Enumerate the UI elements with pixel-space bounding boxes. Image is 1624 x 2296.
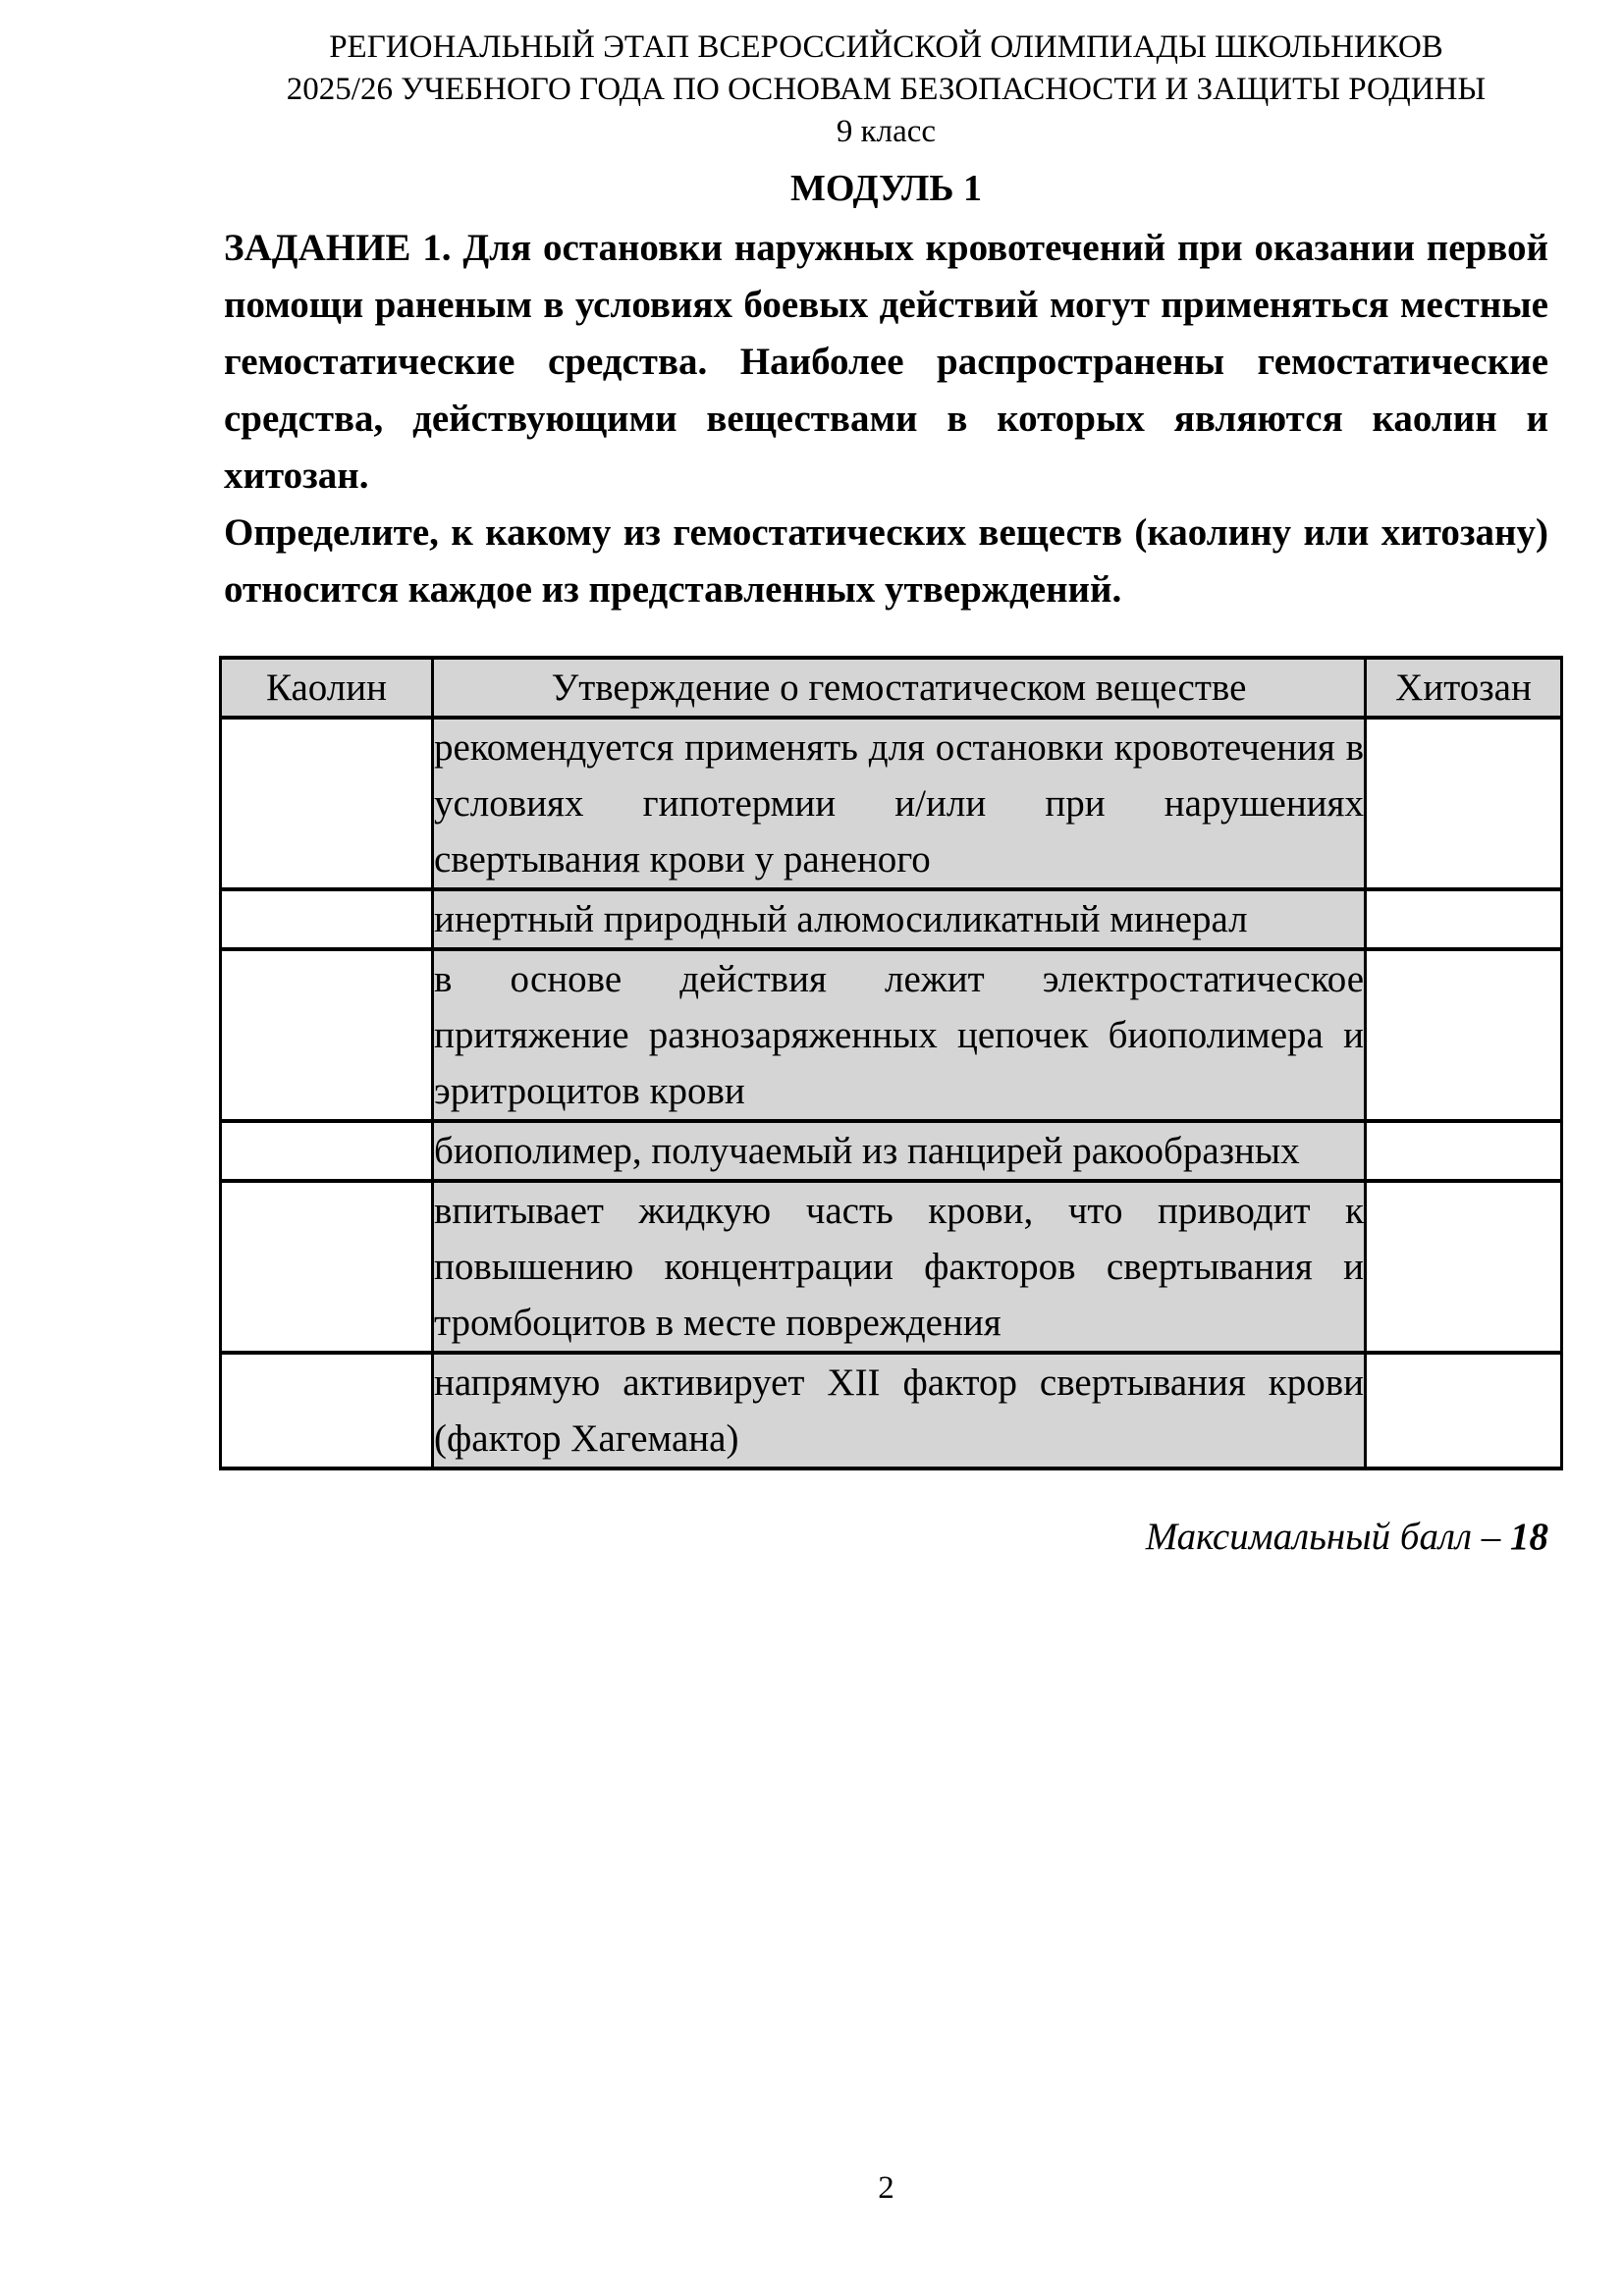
chitosan-answer-cell	[1366, 718, 1562, 889]
kaolin-answer-cell	[221, 718, 433, 889]
statement-cell: впитывает жидкую часть крови, что приводит к повышению концентрации факторов свертывания и тромбоцитов в месте повреждения	[433, 1181, 1366, 1353]
statement-cell: биополимер, получаемый из панцирей ракообразных	[433, 1121, 1366, 1181]
kaolin-answer-cell	[221, 1181, 433, 1353]
statement-cell: инертный природный алюмосиликатный минерал	[433, 889, 1366, 949]
statement-cell: рекомендуется применять для остановки кровотечения в условиях гипотермии и/или при нарушениях свертывания крови у раненого	[433, 718, 1366, 889]
kaolin-answer-cell	[221, 1121, 433, 1181]
table-row	[221, 1181, 1562, 1353]
table-row	[221, 718, 1562, 889]
statement-cell: в основе действия лежит электростатическое притяжение разнозаряженных цепочек биополимера и эритроцитов крови	[433, 949, 1366, 1121]
header-line-3: 9 класс	[836, 114, 937, 149]
header-line-1: РЕГИОНАЛЬНЫЙ ЭТАП ВСЕРОССИЙСКОЙ ОЛИМПИАДЫ ШКОЛЬНИКОВ	[329, 29, 1443, 65]
chitosan-answer-cell	[1366, 1121, 1562, 1181]
table-header-row	[221, 658, 1562, 718]
task-paragraph-1: ЗАДАНИЕ 1. Для остановки наружных кровотечений при оказании первой помощи раненым в условиях боевых действий могут применяться местные гемостатические средства. Наиболее распространены гемостатические средства, действующими веществами в которых являются каолин и хитозан.	[224, 227, 1548, 497]
kaolin-column-header: Каолин	[221, 658, 433, 718]
doc-header	[224, 0, 1548, 153]
kaolin-answer-cell	[221, 1353, 433, 1468]
chitosan-answer-cell	[1366, 1181, 1562, 1353]
max-score-label: Максимальный балл –	[1145, 1516, 1510, 1558]
table-row	[221, 1353, 1562, 1468]
chitosan-answer-cell	[1366, 949, 1562, 1121]
table-row	[221, 889, 1562, 949]
page-content	[224, 0, 1548, 1561]
kaolin-answer-cell	[221, 889, 433, 949]
chitosan-answer-cell	[1366, 889, 1562, 949]
max-score-value: 18	[1510, 1516, 1548, 1558]
module-title: МОДУЛЬ 1	[790, 168, 982, 209]
page-number: 2	[878, 2170, 894, 2206]
chitosan-answer-cell	[1366, 1353, 1562, 1468]
statement-column-header: Утверждение о гемостатическом веществе	[433, 658, 1366, 718]
table-row	[221, 949, 1562, 1121]
statements-table	[219, 656, 1563, 1470]
max-score-line	[224, 1514, 1548, 1561]
statement-cell: напрямую активирует XII фактор свертывания крови (фактор Хагемана)	[433, 1353, 1366, 1468]
header-line-2: 2025/26 УЧЕБНОГО ГОДА ПО ОСНОВАМ БЕЗОПАСНОСТИ И ЗАЩИТЫ РОДИНЫ	[286, 72, 1487, 107]
chitosan-column-header: Хитозан	[1366, 658, 1562, 718]
task-paragraph-2: Определите, к какому из гемостатических веществ (каолину или хитозану) относится каждое из представленных утверждений.	[224, 511, 1548, 611]
kaolin-answer-cell	[221, 949, 433, 1121]
table-row	[221, 1121, 1562, 1181]
